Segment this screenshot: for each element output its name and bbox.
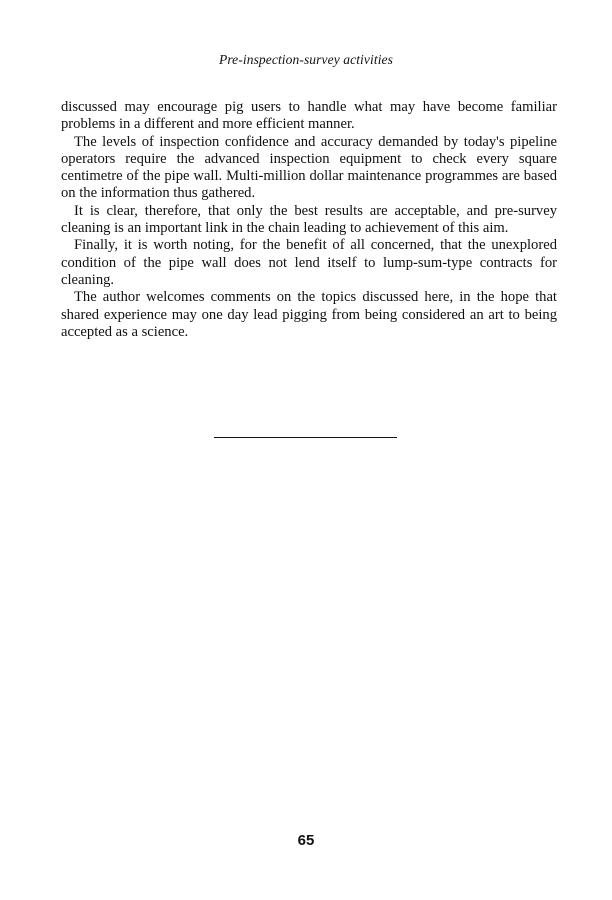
paragraph-best-results: It is clear, therefore, that only the best results are acceptable, and pre-survey cleaning is an important link in the chain leading to achievement of this aim. xyxy=(61,202,557,237)
section-end-rule xyxy=(214,437,397,438)
paragraph-finally: Finally, it is worth noting, for the benefit of all concerned, that the unexplored condition of the pipe wall does not lend itself to lump-sum-type contracts for cleaning. xyxy=(61,237,557,288)
paragraph-continued: discussed may encourage pig users to handle what may have become familiar problems in a different and more efficient manner. xyxy=(61,99,557,133)
paragraph-author-comments: The author welcomes comments on the topics discussed here, in the hope that shared experience may one day lead pigging from being considered an art to being accepted as a science. xyxy=(61,289,557,340)
page-number: 65 xyxy=(297,832,315,849)
paragraph-inspection-confidence: The levels of inspection confidence and accuracy demanded by today's pipeline operators require the advanced inspection equipment to check every square centimetre of the pipe wall. Multi-million dollar maintenance programmes are based on the information thus gathered. xyxy=(61,133,557,202)
running-head: Pre-inspection-survey activities xyxy=(218,52,393,67)
body-text xyxy=(61,99,557,341)
